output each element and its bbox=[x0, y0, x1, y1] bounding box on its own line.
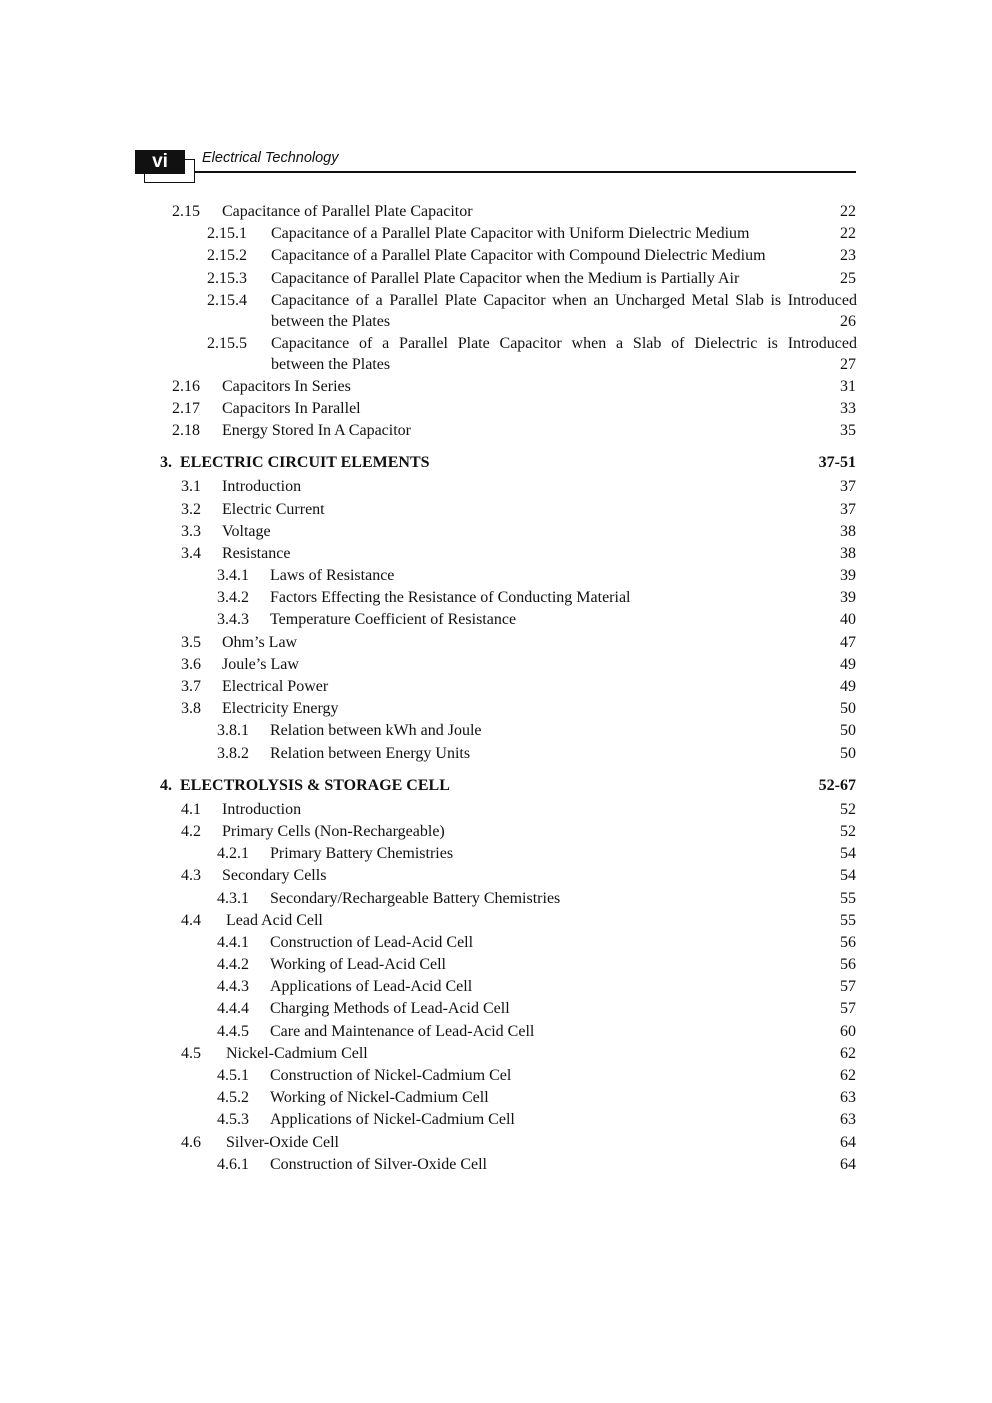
entry-number: 3.4.2 bbox=[217, 589, 249, 607]
toc-entry bbox=[0, 976, 992, 998]
entry-number: 4.1 bbox=[181, 800, 201, 818]
entry-title: Construction of Silver-Oxide Cell bbox=[270, 1155, 487, 1173]
entry-page: 62 bbox=[840, 1044, 856, 1062]
toc-entry bbox=[0, 476, 992, 498]
entry-title: Energy Stored In A Capacitor bbox=[222, 422, 411, 440]
toc-entry bbox=[0, 698, 992, 720]
entry-number: 4.5.2 bbox=[217, 1089, 249, 1107]
chapter-title: ELECTRIC CIRCUIT ELEMENTS bbox=[180, 454, 430, 472]
toc-entry bbox=[0, 609, 992, 631]
entry-number: 4.6.1 bbox=[217, 1155, 249, 1173]
chapter-number: 3. bbox=[160, 454, 172, 472]
entry-title: Introduction bbox=[222, 800, 302, 818]
entry-page: 25 bbox=[840, 269, 856, 287]
chapter-pages: 52-67 bbox=[818, 776, 856, 794]
toc-entry bbox=[0, 587, 992, 609]
toc-entry bbox=[0, 821, 992, 843]
entry-title: Capacitance of a Parallel Plate Capacitor when an Uncharged Metal Slab is Introduced bbox=[271, 291, 857, 309]
entry-page: 39 bbox=[840, 567, 856, 585]
entry-title: Laws of Resistance bbox=[270, 567, 395, 585]
entry-page: 55 bbox=[840, 889, 856, 907]
entry-page: 56 bbox=[840, 956, 856, 974]
entry-page: 39 bbox=[840, 589, 856, 607]
entry-page: 22 bbox=[840, 225, 856, 243]
toc-entry bbox=[0, 1043, 992, 1065]
toc-entry bbox=[0, 654, 992, 676]
toc-entry bbox=[0, 743, 992, 765]
toc-entry bbox=[0, 201, 992, 223]
entry-number: 4.4.5 bbox=[217, 1022, 249, 1040]
entry-page: 31 bbox=[840, 377, 856, 395]
entry-title: Primary Cells (Non-Rechargeable) bbox=[222, 822, 445, 840]
toc-entry bbox=[0, 223, 992, 245]
entry-number: 4.4.4 bbox=[217, 1000, 249, 1018]
entry-title: Introduction bbox=[222, 478, 302, 496]
entry-number: 4.5 bbox=[181, 1044, 201, 1062]
page-header bbox=[135, 150, 856, 184]
entry-number: 2.15 bbox=[172, 203, 200, 220]
toc-entry bbox=[0, 910, 992, 932]
entry-title: Electric Current bbox=[222, 500, 325, 518]
entry-number: 3.1 bbox=[181, 478, 201, 496]
entry-page: 54 bbox=[840, 867, 856, 885]
entry-number: 2.18 bbox=[172, 422, 200, 440]
entry-page: 38 bbox=[840, 544, 856, 562]
entry-title: Electrical Power bbox=[222, 678, 329, 695]
entry-number: 3.6 bbox=[181, 655, 201, 673]
chapter-heading bbox=[0, 775, 992, 797]
entry-number: 4.4.1 bbox=[217, 933, 249, 951]
chapter-pages: 37-51 bbox=[818, 454, 856, 472]
entry-number: 4.2 bbox=[181, 822, 201, 840]
toc-entry bbox=[0, 245, 992, 267]
toc-entry bbox=[0, 543, 992, 565]
entry-title: Secondary Cells bbox=[222, 867, 327, 885]
toc-entry bbox=[0, 865, 992, 887]
entry-number: 4.3 bbox=[181, 867, 201, 885]
entry-number: 4.4.2 bbox=[217, 956, 249, 974]
entry-page: 55 bbox=[840, 911, 856, 929]
entry-page: 54 bbox=[840, 845, 856, 863]
entry-title: Applications of Nickel-Cadmium Cell bbox=[270, 1111, 515, 1129]
entry-page: 49 bbox=[840, 678, 856, 695]
chapter-heading bbox=[0, 452, 992, 474]
entry-number: 4.2.1 bbox=[217, 845, 249, 863]
entry-page: 50 bbox=[840, 700, 856, 718]
toc-entry bbox=[0, 632, 992, 654]
entry-title: Capacitors In Series bbox=[222, 377, 351, 395]
entry-number: 3.5 bbox=[181, 633, 201, 651]
toc-entry bbox=[0, 1109, 992, 1131]
entry-title: Relation between kWh and Joule bbox=[270, 722, 482, 740]
entry-title: Construction of Lead-Acid Cell bbox=[270, 933, 474, 951]
entry-title: Relation between Energy Units bbox=[270, 744, 471, 762]
entry-number: 2.15.1 bbox=[207, 225, 247, 243]
entry-number: 3.2 bbox=[181, 500, 201, 518]
entry-page: 40 bbox=[840, 611, 856, 629]
entry-title: Voltage bbox=[222, 522, 271, 540]
entry-page: 38 bbox=[840, 522, 856, 540]
toc-entry bbox=[0, 420, 992, 442]
entry-title: Ohm’s Law bbox=[222, 633, 298, 651]
header-rule bbox=[191, 171, 856, 173]
entry-page: 63 bbox=[840, 1089, 856, 1107]
entry-number: 3.4.1 bbox=[217, 567, 249, 585]
chapter-number: 4. bbox=[160, 776, 172, 794]
page-number: vi bbox=[135, 150, 185, 174]
entry-page: 57 bbox=[840, 978, 856, 996]
entry-title: Applications of Lead-Acid Cell bbox=[270, 978, 473, 996]
entry-title: Silver-Oxide Cell bbox=[226, 1133, 339, 1151]
entry-page: 23 bbox=[840, 247, 856, 265]
entry-page: 35 bbox=[840, 422, 856, 440]
entry-title: Electricity Energy bbox=[222, 700, 339, 718]
toc-entry bbox=[0, 333, 992, 376]
entry-number: 3.3 bbox=[181, 522, 201, 540]
table-of-contents bbox=[0, 201, 992, 1176]
entry-title: Working of Lead-Acid Cell bbox=[270, 956, 446, 974]
toc-entry bbox=[0, 376, 992, 398]
entry-number: 3.7 bbox=[181, 678, 201, 695]
entry-number: 2.15.4 bbox=[207, 291, 247, 309]
entry-page: 22 bbox=[840, 203, 856, 220]
entry-page: 60 bbox=[840, 1022, 856, 1040]
entry-title: Construction of Nickel-Cadmium Cel bbox=[270, 1067, 512, 1084]
entry-page: 33 bbox=[840, 399, 856, 417]
entry-title: Working of Nickel-Cadmium Cell bbox=[270, 1089, 489, 1107]
entry-number: 3.8.1 bbox=[217, 722, 249, 740]
entry-title-continued: between the Plates bbox=[271, 355, 391, 373]
entry-title: Factors Effecting the Resistance of Conducting Material bbox=[270, 589, 631, 607]
toc-entry bbox=[0, 954, 992, 976]
toc-entry bbox=[0, 1065, 992, 1087]
entry-number: 2.16 bbox=[172, 377, 200, 395]
toc-entry bbox=[0, 1087, 992, 1109]
book-title: Electrical Technology bbox=[202, 150, 339, 166]
toc-entry bbox=[0, 521, 992, 543]
entry-title: Charging Methods of Lead-Acid Cell bbox=[270, 1000, 510, 1018]
entry-page: 26 bbox=[840, 312, 856, 330]
entry-title: Nickel-Cadmium Cell bbox=[226, 1044, 368, 1062]
entry-number: 4.3.1 bbox=[217, 889, 249, 907]
entry-number: 3.8 bbox=[181, 700, 201, 718]
toc-entry bbox=[0, 290, 992, 333]
entry-title: Capacitance of Parallel Plate Capacitor bbox=[222, 203, 473, 220]
toc-entry bbox=[0, 565, 992, 587]
entry-title: Capacitance of a Parallel Plate Capacitor with Uniform Dielectric Medium bbox=[271, 225, 750, 243]
entry-page: 64 bbox=[840, 1133, 856, 1151]
entry-page: 56 bbox=[840, 933, 856, 951]
entry-number: 2.15.2 bbox=[207, 247, 247, 265]
entry-number: 3.4 bbox=[181, 544, 201, 562]
entry-page: 37 bbox=[840, 500, 856, 518]
entry-title: Capacitors In Parallel bbox=[222, 399, 361, 417]
entry-page: 37 bbox=[840, 478, 856, 496]
entry-title: Secondary/Rechargeable Battery Chemistries bbox=[270, 889, 561, 907]
entry-page: 50 bbox=[840, 722, 856, 740]
toc-entry bbox=[0, 720, 992, 742]
toc-entry bbox=[0, 268, 992, 290]
entry-number: 4.4 bbox=[181, 911, 201, 929]
entry-number: 3.4.3 bbox=[217, 611, 249, 629]
entry-title-continued: between the Plates bbox=[271, 312, 391, 330]
entry-page: 50 bbox=[840, 744, 856, 762]
chapter-title: ELECTROLYSIS & STORAGE CELL bbox=[180, 776, 450, 794]
toc-entry bbox=[0, 1132, 992, 1154]
toc-entry bbox=[0, 998, 992, 1020]
entry-title: Capacitance of a Parallel Plate Capacitor when a Slab of Dielectric is Introduced bbox=[271, 334, 857, 352]
entry-page: 57 bbox=[840, 1000, 856, 1018]
entry-page: 52 bbox=[840, 800, 856, 818]
entry-page: 49 bbox=[840, 655, 856, 673]
entry-page: 62 bbox=[840, 1067, 856, 1084]
entry-number: 2.17 bbox=[172, 399, 200, 417]
entry-number: 2.15.5 bbox=[207, 334, 247, 352]
toc-entry bbox=[0, 1021, 992, 1043]
toc-entry bbox=[0, 932, 992, 954]
entry-title: Care and Maintenance of Lead-Acid Cell bbox=[270, 1022, 535, 1040]
entry-page: 52 bbox=[840, 822, 856, 840]
entry-number: 4.5.1 bbox=[217, 1067, 249, 1084]
entry-number: 3.8.2 bbox=[217, 744, 249, 762]
entry-title: Lead Acid Cell bbox=[226, 911, 323, 929]
entry-number: 4.4.3 bbox=[217, 978, 249, 996]
toc-entry bbox=[0, 499, 992, 521]
toc-entry bbox=[0, 1154, 992, 1176]
entry-title: Capacitance of a Parallel Plate Capacitor with Compound Dielectric Medium bbox=[271, 247, 766, 265]
entry-title: Temperature Coefficient of Resistance bbox=[270, 611, 517, 629]
entry-title: Joule’s Law bbox=[222, 655, 299, 673]
entry-title: Resistance bbox=[222, 544, 291, 562]
entry-title: Capacitance of Parallel Plate Capacitor when the Medium is Partially Air bbox=[271, 269, 740, 287]
entry-number: 2.15.3 bbox=[207, 269, 247, 287]
toc-entry bbox=[0, 888, 992, 910]
toc-entry bbox=[0, 843, 992, 865]
toc-entry bbox=[0, 398, 992, 420]
entry-page: 64 bbox=[840, 1155, 856, 1173]
toc-entry bbox=[0, 676, 992, 698]
toc-entry bbox=[0, 799, 992, 821]
entry-number: 4.5.3 bbox=[217, 1111, 249, 1129]
entry-page: 63 bbox=[840, 1111, 856, 1129]
entry-title: Primary Battery Chemistries bbox=[270, 845, 454, 863]
entry-page: 47 bbox=[840, 633, 856, 651]
entry-number: 4.6 bbox=[181, 1133, 201, 1151]
entry-page: 27 bbox=[840, 355, 856, 373]
